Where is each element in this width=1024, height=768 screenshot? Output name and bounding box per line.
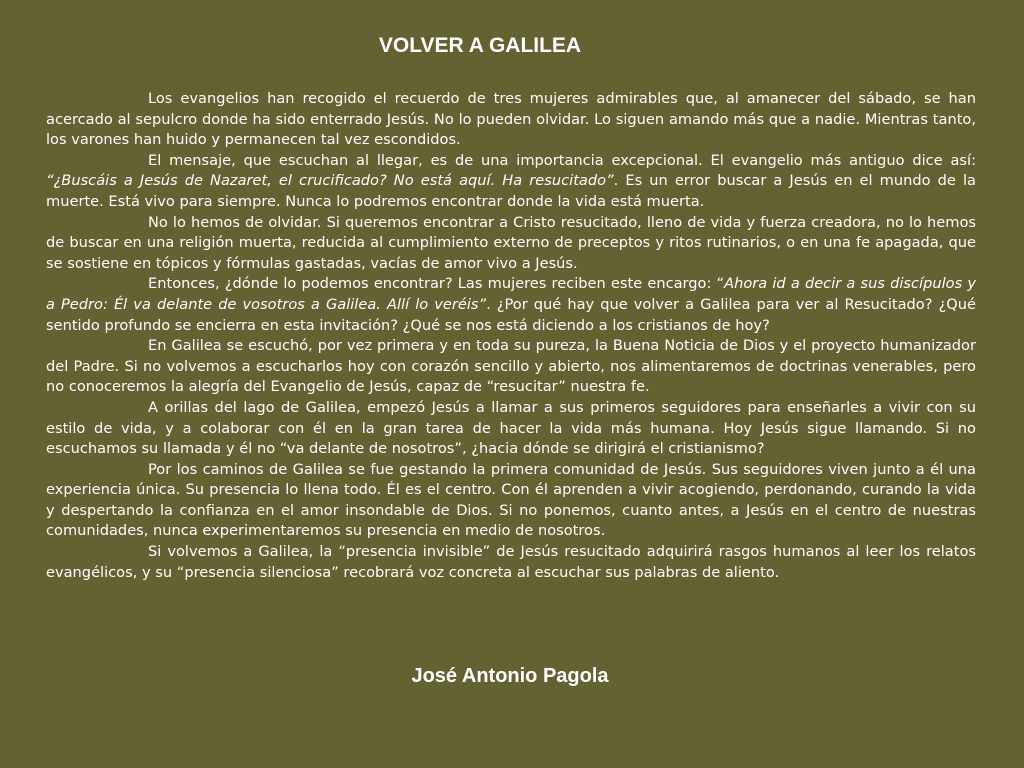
document-title: VOLVER A GALILEA [378, 34, 582, 57]
text-segment: En Galilea se escuchó, por vez primera y en toda su pureza, la Buena Noticia de Dios y el proyecto humanizador del Padre. Si no volvemos a escucharlos hoy con corazón sencillo y abierto, nos alimentaremos de doctrinas venerables, pero no conoceremos la alegría del Evangelio de Jesús, capaz de “resucitar” nuestra fe. [46, 337, 976, 396]
scripture-quote: Ahora id a decir a sus discípulos y a Pedro: Él va delante de vosotros a Galilea. Allí lo veréis” [46, 275, 977, 313]
text-segment: A orillas del lago de Galilea, empezó Jesús a llamar a sus primeros seguidores para enseñarles a vivir con su estilo de vida, y a colaborar con él en la gran tarea de hacer la vida más humana. Hoy Jesús sigue llamando. Si no escuchamos su llamada y él no “va delante de nosotros”, ¿hacia dónde se dirigirá el cristianismo? [46, 398, 976, 458]
text-segment: Los evangelios han recogido el recuerdo de tres mujeres admirables que, al amanecer del sábado, se han acercado al sepulcro donde ha sido enterrado Jesús. No lo pueden olvidar. Lo siguen amando más que a nadie. Mientras tanto, los varones han huido y permanecen tal vez escondidos. [46, 90, 976, 149]
paragraph [46, 542, 976, 583]
text-segment: Si volvemos a Galilea, la “presencia invisible” de Jesús resucitado adquirirá rasgos humanos al leer los relatos evangélicos, y su “presencia silenciosa” recobrará voz concreta al escuchar sus palabras de aliento. [46, 543, 976, 581]
text-segment: Entonces, ¿dónde lo podemos encontrar? Las mujeres reciben este encargo: “ [148, 275, 725, 293]
text-segment: No lo hemos de olvidar. Si queremos encontrar a Cristo resucitado, lleno de vida y fuerza creadora, no lo hemos de buscar en una religión muerta, reducida al cumplimiento externo de preceptos y ritos rutinarios, o en una fe apagada, que se sostiene en tópicos y fórmulas gastadas, vacías de amor vivo a Jesús. [46, 213, 976, 272]
scripture-quote: “¿Buscáis a Jesús de Nazaret, el crucificado? No está aquí. Ha resucitado” [46, 172, 614, 190]
author-signature: José Antonio Pagola [411, 665, 609, 687]
paragraph [46, 274, 976, 336]
paragraph [46, 398, 976, 460]
paragraph [46, 151, 976, 213]
text-segment: Por los caminos de Galilea se fue gestando la primera comunidad de Jesús. Sus seguidores viven junto a él una experiencia única. Su presencia lo llena todo. Él es el centro. Con él aprenden a vivir acogiendo, perdonando, curando la vida y despertando la confianza en el amor insondable de Dios. Si no ponemos, cuanto antes, a Jesús en el centro de nuestras comunidades, nunca experimentaremos su presencia en medio de nosotros. [46, 460, 976, 540]
text-segment: . Es un error buscar a Jesús en el mundo de la muerte. Está vivo para siempre. Nunca lo podremos encontrar donde la vida está muerta. [46, 172, 976, 210]
paragraph [46, 336, 976, 398]
text-segment: El mensaje, que escuchan al llegar, es de una importancia excepcional. El evangelio más antiguo dice así: [148, 151, 976, 169]
text-segment: . ¿Por qué hay que volver a Galilea para ver al Resucitado? ¿Qué sentido profundo se encierra en esta invitación? ¿Qué se nos está diciendo a los cristianos de hoy? [46, 295, 976, 334]
paragraph [46, 460, 976, 542]
article-body [46, 89, 976, 583]
paragraph [46, 213, 976, 275]
paragraph [46, 89, 976, 151]
